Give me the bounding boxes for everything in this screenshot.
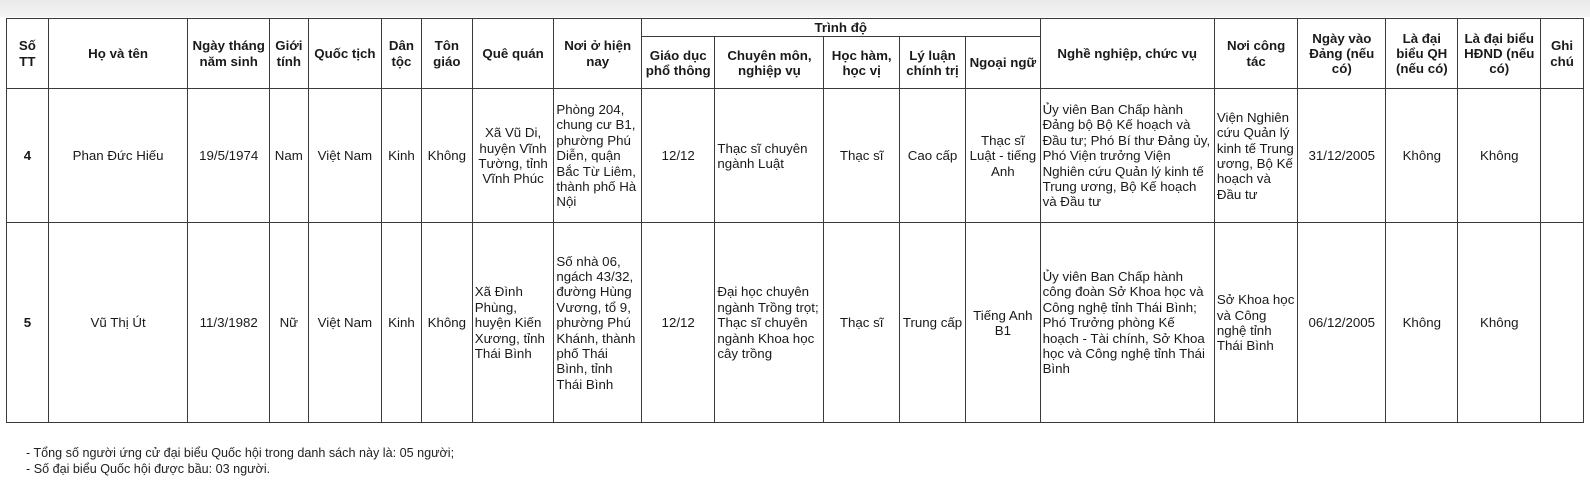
cell-ngay-vao-dang: 06/12/2005 xyxy=(1298,223,1386,423)
cell-dai-bieu-hdnd: Không xyxy=(1458,223,1541,423)
header-nghe-nghiep: Nghề nghiệp, chức vụ xyxy=(1040,19,1214,89)
cell-dai-bieu-qh: Không xyxy=(1386,89,1458,223)
top-bar xyxy=(0,0,1590,17)
cell-noi-o: Phòng 204, chung cư B1, phường Phú Diễn, quận Bắc Từ Liêm, thành phố Hà Nội xyxy=(554,89,642,223)
cell-noi-cong-tac: Sở Khoa học và Công nghệ tỉnh Thái Bình xyxy=(1214,223,1298,423)
table-row xyxy=(7,223,1584,423)
cell-nghe-nghiep: Ủy viên Ban Chấp hành công đoàn Sở Khoa học và Công nghệ tỉnh Thái Bình; Phó Trưởng phòng Kế hoạch - Tài chính, Sở Khoa học và Công nghệ tỉnh Thái Bình xyxy=(1040,223,1214,423)
cell-giao-duc: 12/12 xyxy=(642,223,715,423)
cell-ngay-sinh: 19/5/1974 xyxy=(188,89,270,223)
header-ton-giao: Tôn giáo xyxy=(421,19,472,89)
cell-ngay-sinh: 11/3/1982 xyxy=(188,223,270,423)
footnotes xyxy=(26,445,454,477)
cell-stt: 4 xyxy=(7,89,49,223)
cell-dai-bieu-qh: Không xyxy=(1386,223,1458,423)
header-hoc-ham: Học hàm, học vị xyxy=(824,37,899,89)
cell-ghi-chu xyxy=(1541,223,1584,423)
cell-hoc-ham: Thạc sĩ xyxy=(824,89,899,223)
header-ngay-sinh: Ngày tháng năm sinh xyxy=(188,19,270,89)
header-que-quan: Quê quán xyxy=(472,19,554,89)
cell-ngay-vao-dang: 31/12/2005 xyxy=(1298,89,1386,223)
header-trinh-do: Trình độ xyxy=(642,19,1041,37)
cell-gioi-tinh: Nam xyxy=(269,89,308,223)
header-ho-ten: Họ và tên xyxy=(48,19,188,89)
cell-ho-ten: Phan Đức Hiếu xyxy=(48,89,188,223)
header-noi-cong-tac: Nơi công tác xyxy=(1214,19,1298,89)
cell-ho-ten: Vũ Thị Út xyxy=(48,223,188,423)
header-dai-bieu-qh: Là đại biểu QH (nếu có) xyxy=(1386,19,1458,89)
cell-noi-cong-tac: Viện Nghiên cứu Quản lý kinh tế Trung ương, Bộ Kế hoạch và Đầu tư xyxy=(1214,89,1298,223)
cell-nghe-nghiep: Ủy viên Ban Chấp hành Đảng bộ Bộ Kế hoạch và Đầu tư; Phó Bí thư Đảng ủy, Phó Viện trưởng Viện Nghiên cứu Quản lý kinh tế Trung ương, Bộ Kế hoạch và Đầu tư xyxy=(1040,89,1214,223)
header-noi-o: Nơi ở hiện nay xyxy=(554,19,642,89)
header-quoc-tich: Quốc tịch xyxy=(308,19,381,89)
cell-gioi-tinh: Nữ xyxy=(269,223,308,423)
cell-dai-bieu-hdnd: Không xyxy=(1458,89,1541,223)
header-dan-toc: Dân tộc xyxy=(382,19,422,89)
header-ly-luan: Lý luận chính trị xyxy=(899,37,965,89)
header-ghi-chu: Ghi chú xyxy=(1541,19,1584,89)
cell-ton-giao: Không xyxy=(421,223,472,423)
cell-quoc-tich: Việt Nam xyxy=(308,223,381,423)
header-ngay-vao-dang: Ngày vào Đảng (nếu có) xyxy=(1298,19,1386,89)
header-dai-bieu-hdnd: Là đại biểu HĐND (nếu có) xyxy=(1458,19,1541,89)
cell-chuyen-mon: Thạc sĩ chuyên ngành Luật xyxy=(715,89,824,223)
header-ngoai-ngu: Ngoại ngữ xyxy=(966,37,1040,89)
cell-ghi-chu xyxy=(1541,89,1584,223)
header-gioi-tinh: Giới tính xyxy=(269,19,308,89)
cell-ngoai-ngu: Thạc sĩ Luật - tiếng Anh xyxy=(966,89,1040,223)
cell-hoc-ham: Thạc sĩ xyxy=(824,223,899,423)
cell-que-quan: Xã Đình Phùng, huyện Kiến Xương, tỉnh Thái Bình xyxy=(472,223,554,423)
cell-noi-o: Số nhà 06, ngách 43/32, đường Hùng Vương, tổ 9, phường Phú Khánh, thành phố Thái Bình, tỉnh Thái Bình xyxy=(554,223,642,423)
cell-dan-toc: Kinh xyxy=(382,223,422,423)
footnote-total-candidates: - Tổng số người ứng cử đại biểu Quốc hội trong danh sách này là: 05 người; xyxy=(26,446,455,460)
header-giao-duc: Giáo dục phổ thông xyxy=(642,37,715,89)
header-stt: Số TT xyxy=(7,19,49,89)
cell-ly-luan: Cao cấp xyxy=(899,89,965,223)
header-chuyen-mon: Chuyên môn, nghiệp vụ xyxy=(715,37,824,89)
cell-que-quan: Xã Vũ Di, huyện Vĩnh Tường, tỉnh Vĩnh Phúc xyxy=(472,89,554,223)
cell-giao-duc: 12/12 xyxy=(642,89,715,223)
footnote-seats-elected: - Số đại biểu Quốc hội được bầu: 03 người. xyxy=(26,462,271,476)
table-row xyxy=(7,89,1584,223)
cell-quoc-tich: Việt Nam xyxy=(308,89,381,223)
cell-ngoai-ngu: Tiếng Anh B1 xyxy=(966,223,1040,423)
cell-dan-toc: Kinh xyxy=(382,89,422,223)
cell-ly-luan: Trung cấp xyxy=(899,223,965,423)
candidate-table xyxy=(6,18,1584,423)
cell-ton-giao: Không xyxy=(421,89,472,223)
cell-chuyen-mon: Đại học chuyên ngành Trồng trọt; Thạc sĩ chuyên ngành Khoa học cây trồng xyxy=(715,223,824,423)
cell-stt: 5 xyxy=(7,223,49,423)
